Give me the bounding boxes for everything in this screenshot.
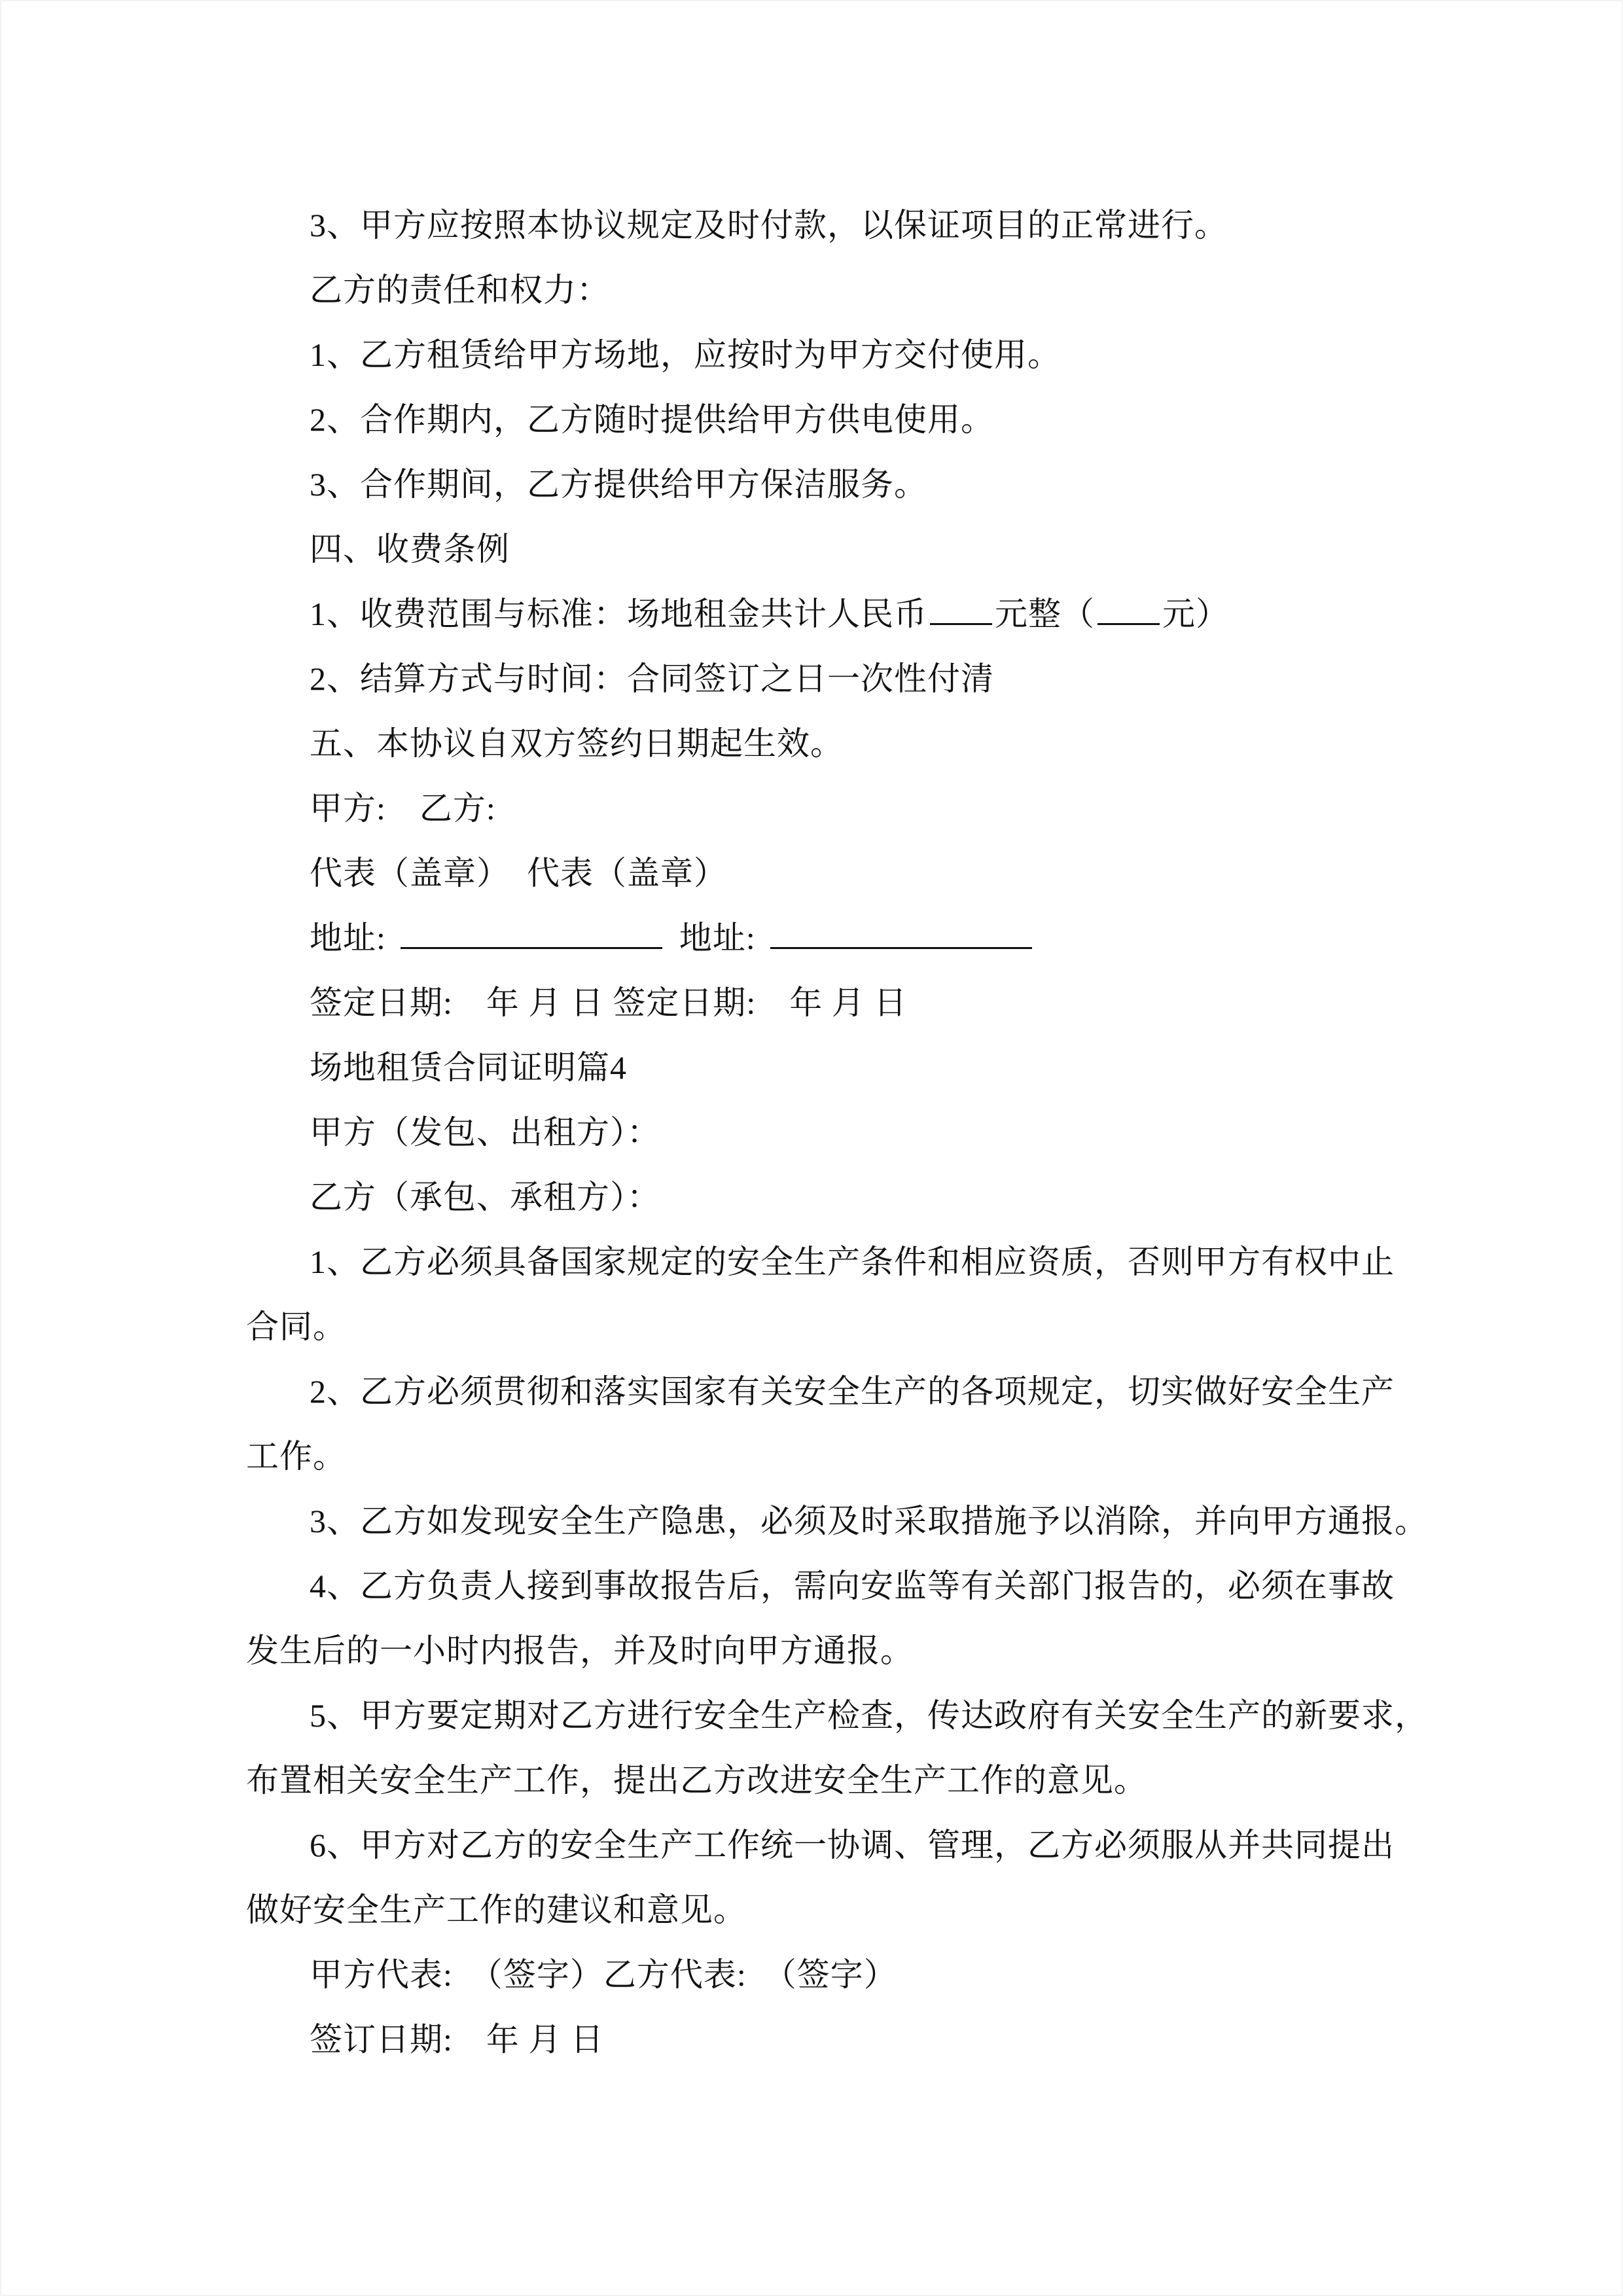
representatives-signature-line: 甲方代表: （签字）乙方代表: （签字）	[310, 1956, 897, 1993]
fee-standard-line	[246, 582, 1412, 647]
fee-standard-text-pre: 1、收费范围与标准：场地租金共计人民币	[310, 596, 927, 632]
settlement-line: 2、结算方式与时间：合同签订之日一次性付清	[310, 660, 994, 697]
document-subtitle-part4: 场地租赁合同证明篇4	[310, 1049, 627, 1086]
party-a-party-b-signature-labels: 甲方: 乙方:	[310, 790, 496, 827]
address-blank-underline-a	[401, 916, 662, 950]
clause-b1-lease-site: 1、乙方租赁给甲方场地，应按时为甲方交付使用。	[310, 336, 1061, 373]
effective-date-clause: 五、本协议自双方签约日期起生效。	[310, 725, 844, 762]
address-label-party-a: 地址:	[310, 920, 386, 956]
final-signing-date-line: 签订日期: 年 月 日	[310, 2021, 604, 2058]
address-label-party-b: 地址:	[679, 920, 756, 956]
address-line	[246, 906, 1412, 971]
safety-clause-5-line1: 5、甲方要定期对乙方进行安全生产检查，传达政府有关安全生产的新要求，	[310, 1697, 1428, 1734]
fee-standard-text-end: 元）	[1162, 596, 1229, 632]
party-b-lessee-label: 乙方（承包、承租方）：	[310, 1179, 660, 1215]
safety-clause-1-line2: 合同。	[246, 1308, 346, 1345]
safety-clause-4-line2: 发生后的一小时内报告，并及时向甲方通报。	[246, 1632, 914, 1669]
safety-clause-1-line1: 1、乙方必须具备国家规定的安全生产条件和相应资质，否则甲方有权中止	[310, 1244, 1395, 1280]
representative-seal-labels: 代表（盖章） 代表（盖章）	[310, 855, 727, 891]
safety-clause-5-line2: 布置相关安全生产工作，提出乙方改进安全生产工作的意见。	[246, 1762, 1147, 1799]
contract-text-block	[1, 1, 1622, 2072]
section-heading-fees: 四、收费条例	[310, 531, 510, 567]
clause-party-a-payment: 3、甲方应按照本协议规定及时付款，以保证项目的正常进行。	[310, 207, 1228, 243]
safety-clause-4-line1: 4、乙方负责人接到事故报告后，需向安监等有关部门报告的，必须在事故	[310, 1568, 1395, 1604]
signing-date-line-both-parties: 签定日期: 年 月 日 签定日期: 年 月 日	[310, 984, 908, 1021]
amount-blank-underline	[930, 592, 992, 626]
safety-clause-6-line2: 做好安全生产工作的建议和意见。	[246, 1892, 747, 1928]
fee-standard-text-mid: 元整（	[995, 596, 1095, 632]
party-a-lessor-label: 甲方（发包、出租方）：	[310, 1114, 660, 1151]
safety-clause-2-line1: 2、乙方必须贯彻和落实国家有关安全生产的各项规定，切实做好安全生产	[310, 1373, 1395, 1410]
amount-numeric-blank-underline	[1097, 592, 1160, 626]
safety-clause-3: 3、乙方如发现安全生产隐患，必须及时采取措施予以消除，并向甲方通报。	[310, 1503, 1428, 1539]
safety-clause-2-line2: 工作。	[246, 1438, 346, 1475]
clause-b3-cleaning: 3、合作期间，乙方提供给甲方保洁服务。	[310, 466, 927, 503]
safety-clause-6-line1: 6、甲方对乙方的安全生产工作统一协调、管理，乙方必须服从并共同提出	[310, 1827, 1395, 1863]
clause-b2-power-supply: 2、合作期内，乙方随时提供给甲方供电使用。	[310, 401, 994, 438]
heading-party-b-duties: 乙方的责任和权力：	[310, 272, 610, 308]
address-blank-underline-b	[770, 916, 1032, 950]
